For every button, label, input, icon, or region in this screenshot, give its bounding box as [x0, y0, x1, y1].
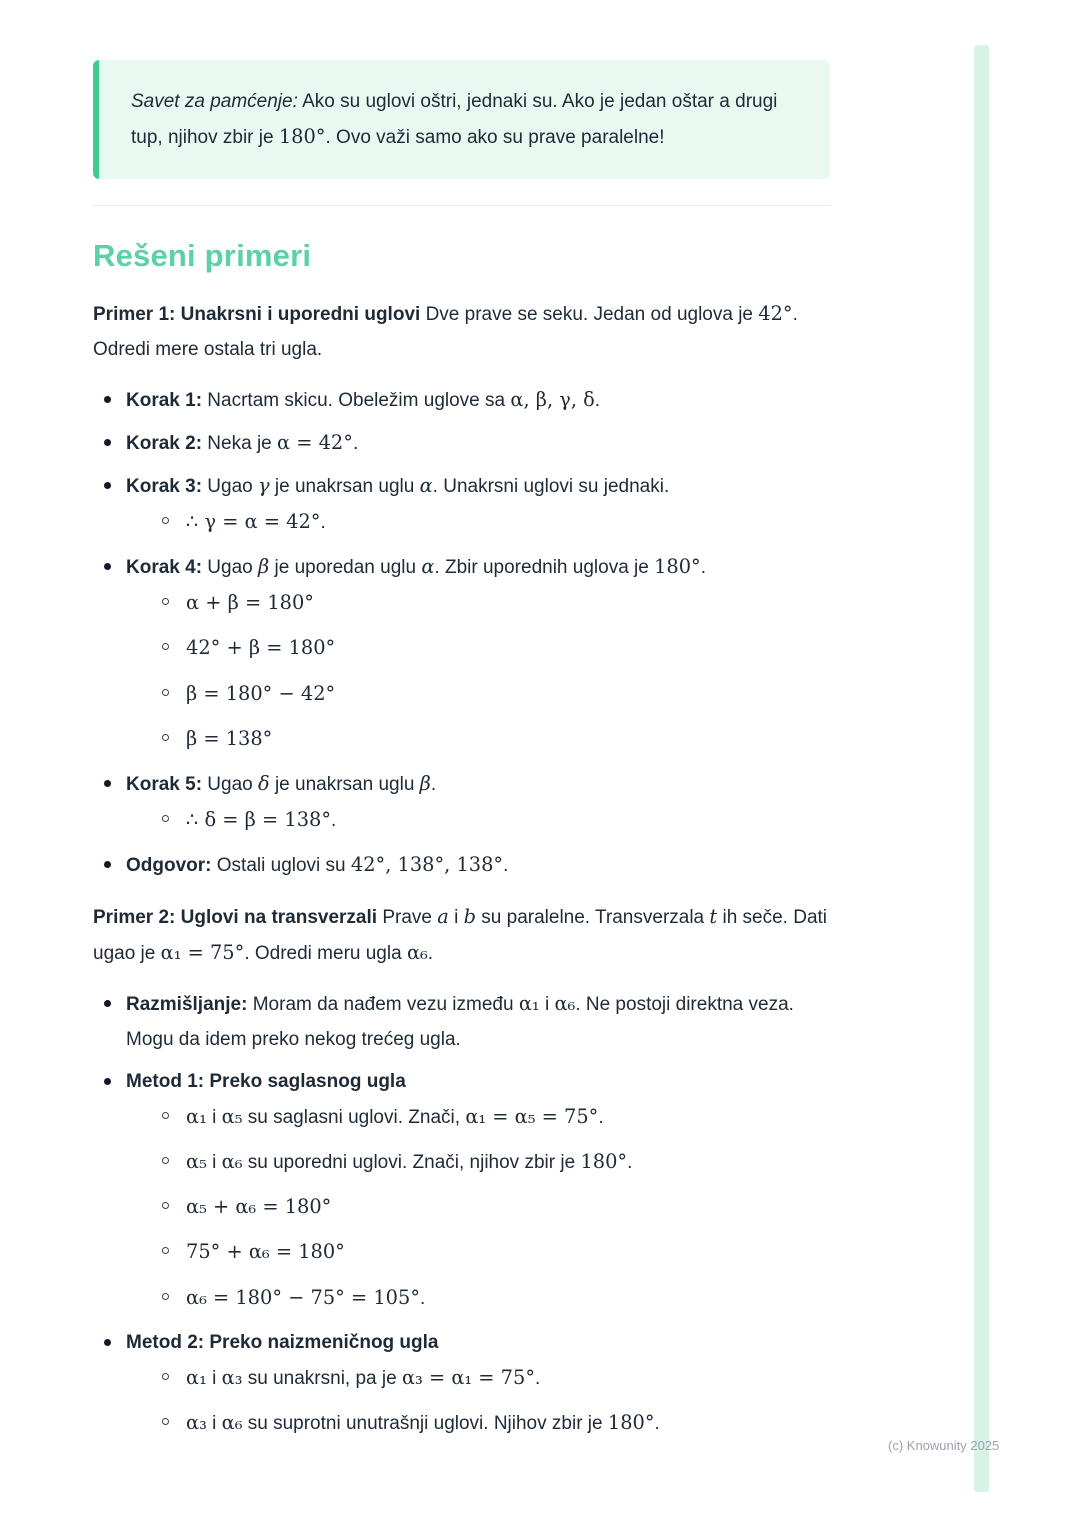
- bullet-icon: [104, 482, 111, 489]
- text-segment: α = 42°: [277, 430, 353, 454]
- text-segment: α₃: [186, 1410, 207, 1434]
- answer-text: [126, 847, 830, 883]
- text-segment: β = 138°: [186, 726, 273, 750]
- list-item: [93, 1064, 830, 1316]
- text-segment: su suprotni unutrašnji uglovi. Njihov zbir je: [242, 1412, 608, 1434]
- text-segment: Ugao: [202, 475, 259, 497]
- tip-text: [131, 84, 800, 155]
- step-text: [126, 425, 830, 461]
- text-segment: Metod 1: Preko saglasnog ugla: [126, 1070, 406, 1092]
- sub-list-item: [156, 1360, 830, 1396]
- text-segment: .: [654, 1412, 660, 1434]
- text-segment: su uporedni uglovi. Znači, njihov zbir je: [242, 1152, 581, 1174]
- step-text: [126, 986, 830, 1057]
- text-segment: b: [463, 905, 476, 929]
- bullet-icon: [104, 780, 111, 787]
- circle-bullet-icon: [162, 1112, 169, 1119]
- method-title: [126, 1064, 830, 1099]
- text-segment: ih seče. Dati ugao je: [93, 907, 828, 965]
- primer2-intro: [93, 899, 830, 971]
- text-segment: Ako su uglovi oštri, jednaki su. Ako je jedan oštar a drugi tup, njihov zbir je: [131, 91, 778, 149]
- text-segment: Primer 1: Unakrsni i uporedni uglovi: [93, 304, 421, 326]
- sub-list-item: [156, 1144, 830, 1180]
- text-segment: α₅: [221, 1104, 243, 1128]
- text-segment: Korak 3:: [126, 475, 203, 497]
- text-segment: α₁: [186, 1365, 207, 1389]
- step-text: [126, 549, 830, 585]
- sublist: [156, 504, 830, 540]
- text-segment: je uporedan uglu: [269, 557, 422, 579]
- circle-bullet-icon: [162, 643, 169, 650]
- text-segment: α₆: [406, 941, 428, 965]
- text-segment: ∴ δ = β = 138°: [186, 807, 332, 831]
- text-segment: 180°: [580, 1150, 628, 1174]
- text-segment: su paralelne. Transverzala: [476, 907, 710, 929]
- text-segment: α: [419, 473, 433, 497]
- text-segment: Korak 4:: [126, 557, 203, 579]
- text-segment: .: [503, 855, 509, 877]
- text-segment: .: [535, 1367, 541, 1389]
- text-segment: α, β, γ, δ: [510, 387, 595, 411]
- list-item: [93, 549, 830, 757]
- sub-step-text: [186, 802, 830, 838]
- sub-list-item: [156, 1099, 830, 1135]
- text-segment: i: [206, 1412, 222, 1434]
- text-segment: ∴ γ = α = 42°: [186, 509, 321, 533]
- text-segment: 42°: [758, 302, 793, 326]
- step-text: [126, 766, 830, 802]
- circle-bullet-icon: [162, 815, 169, 822]
- step-text: [126, 468, 830, 504]
- text-segment: Ostali uglovi su: [211, 855, 351, 877]
- text-segment: γ: [258, 473, 270, 497]
- text-segment: δ: [258, 771, 270, 795]
- list-item: [93, 425, 830, 461]
- sub-step-text: [186, 585, 830, 621]
- tip-callout: [93, 60, 830, 179]
- bullet-icon: [104, 861, 111, 868]
- text-segment: α₁ = α₅ = 75°: [465, 1104, 599, 1128]
- sub-list-item: [156, 630, 830, 666]
- text-segment: .: [594, 389, 601, 411]
- circle-bullet-icon: [162, 1202, 169, 1209]
- text-segment: .: [427, 943, 434, 965]
- sub-step-text: [186, 1280, 830, 1316]
- text-segment: α₅: [186, 1150, 207, 1174]
- text-segment: α₅ + α₆ = 180°: [186, 1195, 332, 1219]
- text-segment: .: [420, 1287, 426, 1309]
- sub-list-item: [156, 1405, 830, 1441]
- list-item: [93, 382, 830, 418]
- bullet-icon: [104, 1000, 111, 1007]
- sub-list-item: [156, 1234, 830, 1270]
- sub-step-text: [186, 1189, 830, 1225]
- text-segment: 180°: [654, 555, 701, 579]
- document-content: [93, 60, 830, 1457]
- text-segment: 42° + β = 180°: [186, 636, 336, 660]
- circle-bullet-icon: [162, 1157, 169, 1164]
- text-segment: Metod 2: Preko naizmeničnog ugla: [126, 1331, 439, 1353]
- text-segment: Nacrtam skicu. Obeležim uglove sa: [202, 389, 511, 411]
- text-segment: a: [437, 905, 449, 929]
- sub-step-text: [186, 630, 830, 666]
- text-segment: β: [258, 555, 270, 579]
- bullet-icon: [104, 1339, 111, 1346]
- sublist: [156, 585, 830, 757]
- text-segment: i: [206, 1367, 222, 1389]
- text-segment: Odgovor:: [126, 855, 212, 877]
- primer1-intro: [93, 296, 830, 367]
- sub-step-text: [186, 1405, 830, 1441]
- text-segment: . Ne postoji direktna veza. Mogu da idem preko nekog trećeg ugla.: [126, 993, 794, 1050]
- circle-bullet-icon: [162, 1293, 169, 1300]
- list-item: [93, 1325, 830, 1441]
- text-segment: 180°: [607, 1410, 655, 1434]
- text-segment: α₆: [221, 1410, 243, 1434]
- sublist: [156, 1360, 830, 1441]
- sub-list-item: [156, 504, 830, 540]
- text-segment: Razmišljanje:: [126, 993, 248, 1015]
- text-segment: su unakrsni, pa je: [242, 1367, 402, 1389]
- text-segment: α₃ = α₁ = 75°: [401, 1365, 535, 1389]
- primer2-steps-list: [93, 986, 830, 1442]
- text-segment: . Odredi mere ostala tri ugla.: [93, 304, 798, 361]
- text-segment: . Unakrsni uglovi su jednaki.: [432, 475, 670, 497]
- circle-bullet-icon: [162, 598, 169, 605]
- circle-bullet-icon: [162, 517, 169, 524]
- text-segment: . Ovo važi samo ako su prave paralelne!: [325, 127, 665, 149]
- text-segment: . Zbir uporednih uglova je: [434, 557, 655, 579]
- text-segment: .: [598, 1106, 604, 1128]
- circle-bullet-icon: [162, 734, 169, 741]
- list-item: [93, 847, 830, 883]
- text-segment: α₁: [186, 1104, 207, 1128]
- text-segment: su saglasni uglovi. Znači,: [242, 1106, 466, 1128]
- sub-list-item: [156, 1189, 830, 1225]
- text-segment: i: [539, 993, 555, 1015]
- sub-step-text: [186, 1234, 830, 1270]
- step-text: [126, 382, 830, 418]
- text-segment: i: [206, 1152, 222, 1174]
- text-segment: 180°: [278, 125, 326, 149]
- text-segment: .: [700, 557, 707, 579]
- sub-list-item: [156, 1280, 830, 1316]
- text-segment: Dve prave se seku. Jedan od uglova je: [420, 304, 759, 326]
- sub-list-item: [156, 585, 830, 621]
- text-segment: .: [352, 432, 359, 454]
- circle-bullet-icon: [162, 1373, 169, 1380]
- sub-step-text: [186, 1144, 830, 1180]
- bullet-icon: [104, 1078, 111, 1085]
- text-segment: i: [448, 907, 464, 929]
- sub-step-text: [186, 676, 830, 712]
- circle-bullet-icon: [162, 1247, 169, 1254]
- text-segment: . Odredi meru ugla: [244, 943, 407, 965]
- side-scroll-indicator[interactable]: [974, 45, 989, 1492]
- sub-list-item: [156, 676, 830, 712]
- circle-bullet-icon: [162, 1418, 169, 1425]
- bullet-icon: [104, 396, 111, 403]
- text-segment: t: [709, 905, 718, 929]
- text-segment: Prave: [377, 907, 438, 929]
- text-segment: Savet za pamćenje:: [131, 91, 298, 112]
- text-segment: Korak 1:: [126, 389, 203, 411]
- text-segment: i: [206, 1106, 222, 1128]
- sub-step-text: [186, 504, 830, 540]
- text-segment: Korak 5:: [126, 773, 203, 795]
- primer1-steps-list: [93, 382, 830, 884]
- text-segment: Ugao: [202, 773, 259, 795]
- text-segment: je unakrsan uglu: [269, 773, 420, 795]
- text-segment: Primer 2: Uglovi na transverzali: [93, 907, 378, 929]
- section-heading: Rešeni primeri: [93, 238, 312, 274]
- text-segment: α₃: [221, 1365, 243, 1389]
- text-segment: je unakrsan uglu: [269, 475, 420, 497]
- text-segment: .: [331, 809, 337, 831]
- sublist: [156, 802, 830, 838]
- text-segment: α₁ = 75°: [160, 941, 245, 965]
- section-divider: [93, 205, 830, 206]
- text-segment: β = 180° − 42°: [186, 681, 336, 705]
- text-segment: β: [419, 771, 431, 795]
- circle-bullet-icon: [162, 689, 169, 696]
- text-segment: Ugao: [202, 557, 259, 579]
- text-segment: Korak 2:: [126, 432, 203, 454]
- sub-list-item: [156, 721, 830, 757]
- sub-step-text: [186, 1360, 830, 1396]
- bullet-icon: [104, 439, 111, 446]
- sub-step-text: [186, 1099, 830, 1135]
- list-item: [93, 468, 830, 540]
- sub-step-text: [186, 721, 830, 757]
- method-title: [126, 1325, 830, 1360]
- text-segment: α₆: [554, 991, 576, 1015]
- text-segment: 75° + α₆ = 180°: [186, 1240, 345, 1264]
- watermark: (c) Knowunity 2025: [888, 1438, 1000, 1453]
- text-segment: α: [421, 555, 435, 579]
- text-segment: .: [430, 773, 437, 795]
- list-item: [93, 986, 830, 1057]
- text-segment: α₆: [221, 1150, 243, 1174]
- bullet-icon: [104, 563, 111, 570]
- text-segment: 42°, 138°, 138°: [350, 853, 504, 877]
- text-segment: α + β = 180°: [186, 591, 314, 615]
- text-segment: Neka je: [202, 432, 278, 454]
- text-segment: α₆ = 180° − 75° = 105°: [186, 1285, 420, 1309]
- sublist: [156, 1099, 830, 1316]
- text-segment: α₁: [518, 991, 540, 1015]
- list-item: [93, 766, 830, 838]
- text-segment: .: [320, 511, 326, 533]
- sub-list-item: [156, 802, 830, 838]
- text-segment: .: [627, 1152, 633, 1174]
- text-segment: Moram da nađem vezu između: [247, 993, 519, 1015]
